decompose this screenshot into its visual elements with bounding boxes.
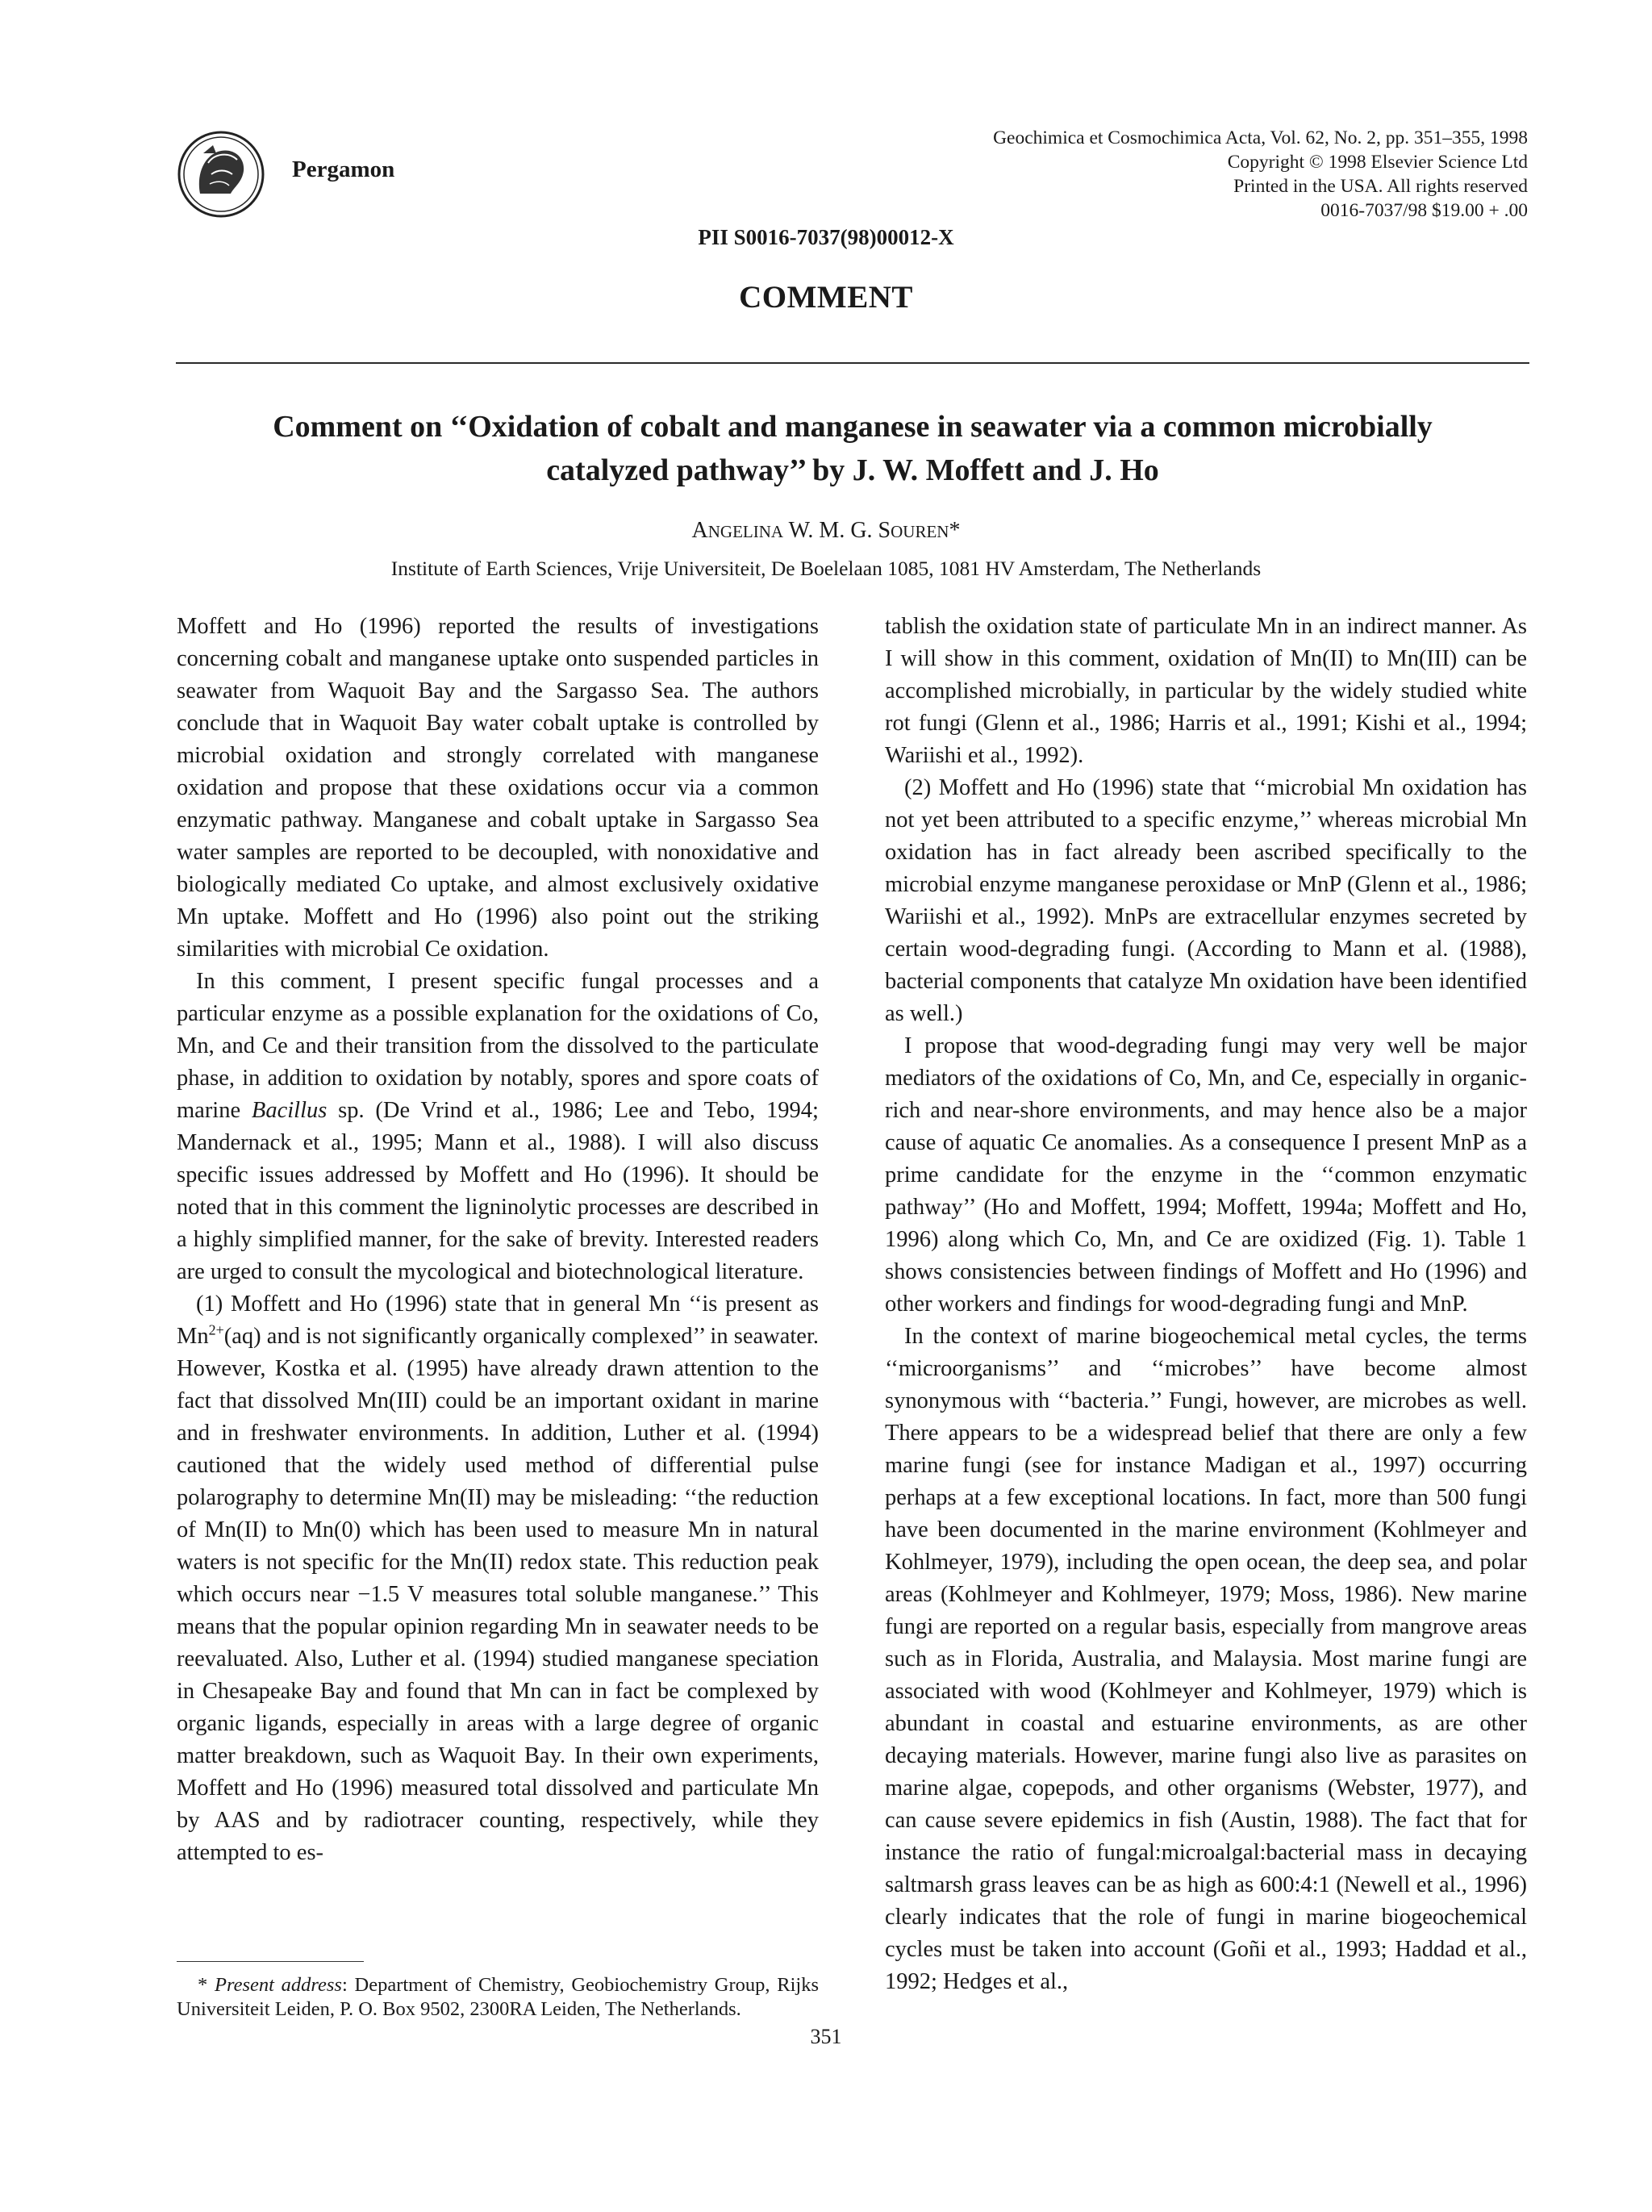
pii-identifier: PII S0016-7037(98)00012-X [698, 225, 954, 249]
journal-info [993, 126, 1528, 223]
publisher-logo [176, 129, 266, 219]
issn-line: 0016-7037/98 $19.00 + .00 [1320, 200, 1528, 221]
body-column-left [177, 611, 819, 1869]
section-heading: COMMENT [739, 280, 913, 315]
author-affiliation: Institute of Earth Sciences, Vrije Universiteit, De Boelelaan 1085, 1081 HV Amsterdam, The Netherlands [390, 557, 1262, 580]
article-title [176, 405, 1529, 492]
publisher-name: Pergamon [292, 157, 395, 182]
paragraph: tablish the oxidation state of particulate Mn in an indirect manner. As I will show in this comment, oxidation of Mn(II) to Mn(III) can be accomplished microbially, in particular by the widely studied white rot fungi (Glenn et al., 1986; Harris et al., 1991; Kishi et al., 1994; Wariishi et al., 1992). [885, 614, 1527, 768]
paragraph: In the context of marine biogeochemical metal cycles, the terms ‘‘microorganisms’’ and ‘‘microbes’’ have become almost synonymous with ‘‘bacteria.’’ Fungi, however, are microbes as well. There appears to be a widespread belief that there are only a few marine fungi (see for instance Madigan et al., 1997) occurring perhaps at a few exceptional locations. In fact, more than 500 fungi have been documented in the marine environment (Kohlmeyer and Kohlmeyer, 1979), including the open ocean, the deep sea, and polar areas (Kohlmeyer and Kohlmeyer, 1979; Moss, 1986). New marine fungi are reported on a regular basis, especially from mangrove areas such as in Florida, Australia, and Malaysia. Most marine fungi are associated with wood (Kohlmeyer and Kohlmeyer, 1979) which is abundant in coastal and estuarine environments, as are other decaying materials. However, marine fungi also live as parasites on marine algae, copepods, and other organisms (Webster, 1977), and can cause severe epidemics in fish (Austin, 1988). The fact that for instance the ratio of fungal:microalgal:bacterial mass in decaying saltmarsh grass leaves can be as high as 600:4:1 (Newell et al., 1996) clearly indicates that the role of fungi in marine biogeochemical cycles must be taken into account (Goñi et al., 1993; Haddad et al., 1992; Hedges et al., [885, 1324, 1527, 1994]
paragraph: In this comment, I present specific fungal processes and a particular enzyme as a possible explanation for the oxidations of Co, Mn, and Ce and their transition from the dissolved to the particulate phase, in addition to oxidation by notably, spores and spore coats of marine Bacillus sp. (De Vrind et al., 1986; Lee and Tebo, 1994; Mandernack et al., 1995; Mann et al., 1988). I will also discuss specific issues addressed by Moffett and Ho (1996). It should be noted that in this comment the ligninolytic processes are described in a highly simplified manner, for the sake of brevity. Interested readers are urged to consult the mycological and biotechnological literature. [177, 969, 819, 1284]
body-column-right [885, 611, 1527, 1998]
title-line-1: Comment on ‘‘Oxidation of cobalt and manganese in seawater via a common microbially [273, 410, 1433, 444]
author-name: ANGELINA W. M. G. SOUREN* [691, 518, 961, 543]
title-line-2: catalyzed pathway’’ by J. W. Moffett and J. Ho [546, 453, 1159, 487]
journal-citation: Geochimica et Cosmochimica Acta, Vol. 62, No. 2, pp. 351–355, 1998 [993, 127, 1528, 148]
paragraph: (1) Moffett and Ho (1996) state that in general Mn ‘‘is present as $Mn^{2+}(aq)$ and is not significantly organically complexed’’ in seawater. However, Kostka et al. (1995) have already drawn attention to the fact that dissolved Mn(III) could be an important oxidant in marine and in freshwater environments. In addition, Luther et al. (1994) cautioned that the widely used method of differential pulse polarography to determine Mn(II) may be misleading: ‘‘the reduction of Mn(II) to Mn(0) which has been used to measure Mn in natural waters is not specific for the Mn(II) redox state. This reduction peak which occurs near −1.5 V measures total soluble manganese.’’ This means that the popular opinion regarding Mn in seawater needs to be reevaluated. Also, Luther et al. (1994) studied manganese speciation in Chesapeake Bay and found that Mn can in fact be complexed by organic ligands, especially in areas with a large degree of organic matter breakdown, such as Waquoit Bay. In their own experiments, Moffett and Ho (1996) measured total dissolved and particulate Mn by AAS and by radiotracer counting, respectively, while they attempted to es- [177, 1292, 819, 1865]
footnote-rule [177, 1961, 364, 1962]
paragraph: Moffett and Ho (1996) reported the results of investigations concerning cobalt and manganese uptake onto suspended particles in seawater from Waquoit Bay and the Sargasso Sea. The authors conclude that in Waquoit Bay water cobalt uptake is controlled by microbial oxidation and strongly correlated with manganese oxidation and propose that these oxidations occur via a common enzymatic pathway. Manganese and cobalt uptake in Sargasso Sea water samples are reported to be decoupled, with nonoxidative and biologically mediated Co uptake, and almost exclusively oxidative Mn uptake. Moffett and Ho (1996) also point out the striking similarities with microbial Ce oxidation. [177, 614, 819, 962]
header-rule [176, 362, 1529, 364]
footnote: * Present address: Department of Chemistry, Geobiochemistry Group, Rijks Universiteit Leiden, P. O. Box 9502, 2300RA Leiden, The Netherlands. [177, 1974, 820, 2020]
paragraph: (2) Moffett and Ho (1996) state that ‘‘microbial Mn oxidation has not yet been attributed to a specific enzyme,’’ whereas microbial Mn oxidation has in fact already been ascribed specifically to the microbial enzyme manganese peroxidase or MnP (Glenn et al., 1986; Wariishi et al., 1992). MnPs are extracellular enzymes secreted by certain wood-degrading fungi. (According to Mann et al. (1988), bacterial components that catalyze Mn oxidation have been identified as well.) [885, 775, 1527, 1026]
printed-line: Printed in the USA. All rights reserved [1233, 176, 1528, 197]
copyright-line: Copyright © 1998 Elsevier Science Ltd [1227, 152, 1528, 173]
page-number: 351 [810, 2025, 842, 2048]
paragraph: I propose that wood-degrading fungi may very well be major mediators of the oxidations of Co, Mn, and Ce, especially in organic-rich and near-shore environments, and may hence also be a major cause of aquatic Ce anomalies. As a consequence I present MnP as a prime candidate for the enzyme in the ‘‘common enzymatic pathway’’ (Ho and Moffett, 1994; Moffett, 1994a; Moffett and Ho, 1996) along which Co, Mn, and Ce are oxidized (Fig. 1). Table 1 shows consistencies between findings of Moffett and Ho (1996) and other workers and findings for wood-degrading fungi and MnP. [885, 1033, 1527, 1317]
